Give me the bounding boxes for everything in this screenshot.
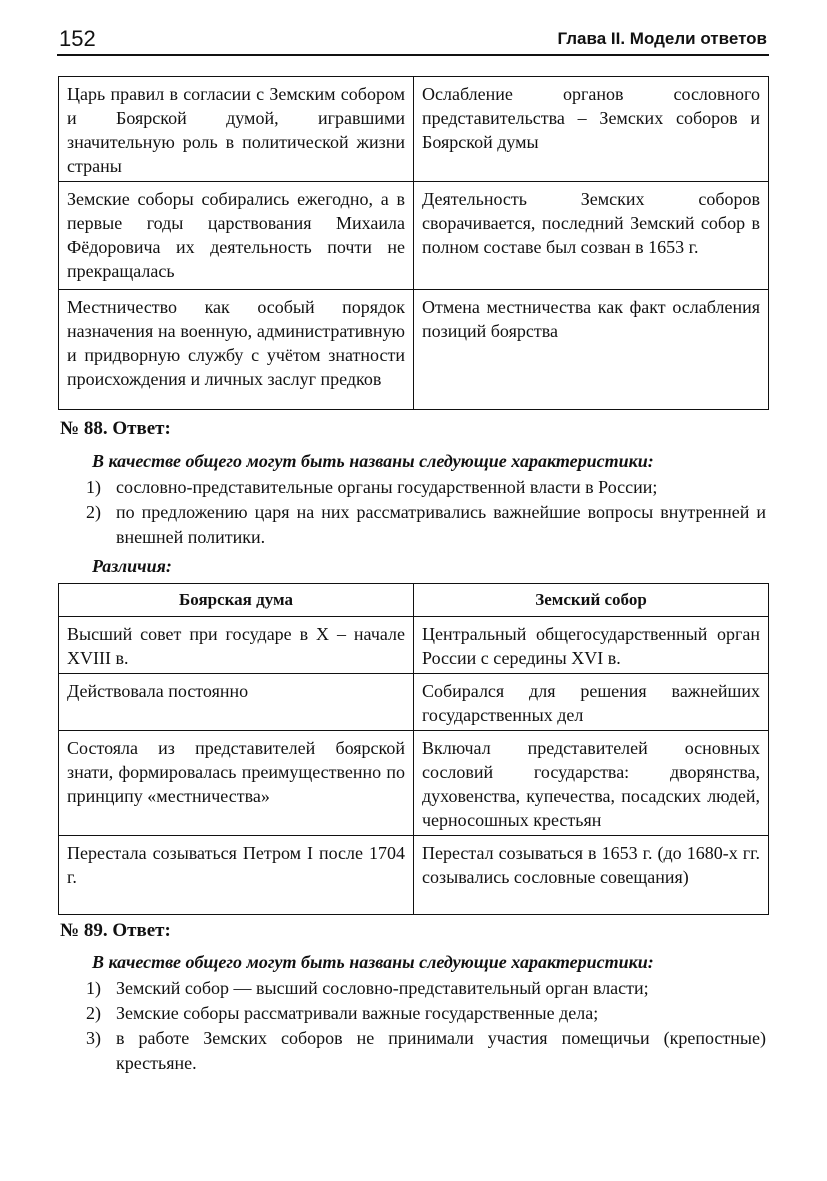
list-number: 1) xyxy=(86,477,101,497)
table-row xyxy=(59,290,769,410)
list-item xyxy=(86,475,766,500)
list-item xyxy=(86,976,766,1001)
table-row xyxy=(59,731,769,836)
table-cell: Перестал созываться в 1653 г. (до 1680-х гг. созывались сословные совещания) xyxy=(414,836,769,915)
table-row xyxy=(59,617,769,674)
table-cell: Состояла из представителей боярской знати, формировалась преимущественно по принципу «местничества» xyxy=(59,731,414,836)
table-cell: Местничество как особый порядок назначения на военную, административную и придворную службу с учётом знатности происхождения и личных заслуг предков xyxy=(59,290,414,410)
list-number: 1) xyxy=(86,978,101,998)
comparison-table-1 xyxy=(58,76,769,410)
comparison-table-2 xyxy=(58,583,769,915)
column-header: Земский собор xyxy=(414,584,769,617)
differences-heading: Различия: xyxy=(92,556,172,576)
table-cell: Отмена местничества как факт ослабления позиций боярства xyxy=(414,290,769,410)
table-cell: Действовала постоянно xyxy=(59,674,414,731)
table-cell: Перестала созываться Петром I после 1704 г. xyxy=(59,836,414,915)
table-row xyxy=(59,182,769,290)
table-cell: Высший совет при государе в X – начале XVIII в. xyxy=(59,617,414,674)
list-number: 3) xyxy=(86,1028,101,1048)
list-item xyxy=(86,1001,766,1026)
table-row xyxy=(59,836,769,915)
table-header-row xyxy=(59,584,769,617)
list-text: в работе Земских соборов не принимали участия помещичьи (крепостные) крестьяне. xyxy=(116,1028,766,1073)
table-cell: Ослабление органов сословного представительства – Земских соборов и Боярской думы xyxy=(414,77,769,182)
list-number: 2) xyxy=(86,502,101,522)
list-text: Земский собор — высший сословно-представительный орган власти; xyxy=(116,978,649,998)
answer-89-common-heading: В качестве общего могут быть названы следующие характеристики: xyxy=(92,952,654,972)
list-item xyxy=(86,500,766,550)
answer-88-list xyxy=(86,475,766,550)
list-text: сословно-представительные органы государственной власти в России; xyxy=(116,477,658,497)
table-row xyxy=(59,77,769,182)
table-cell: Собирался для решения важнейших государственных дел xyxy=(414,674,769,731)
chapter-title: Глава II. Модели ответов xyxy=(557,29,767,48)
list-text: Земские соборы рассматривали важные государственные дела; xyxy=(116,1003,599,1023)
answer-88-common-heading: В качестве общего могут быть названы следующие характеристики: xyxy=(92,451,654,471)
answer-89-title: № 89. Ответ: xyxy=(60,920,171,941)
page-header xyxy=(57,24,769,56)
list-text: по предложению царя на них рассматривались важнейшие вопросы внутренней и внешней политики. xyxy=(116,502,766,547)
table-cell: Царь правил в согласии с Земским собором и Боярской думой, игравшими значительную роль в политической жизни страны xyxy=(59,77,414,182)
table-row xyxy=(59,674,769,731)
column-header: Боярская дума xyxy=(59,584,414,617)
answer-88-title: № 88. Ответ: xyxy=(60,418,171,439)
list-item xyxy=(86,1026,766,1076)
table-cell: Центральный общегосударственный орган России с середины XVI в. xyxy=(414,617,769,674)
table-cell: Земские соборы собирались ежегодно, а в первые годы царствования Михаила Фёдоровича их деятельность почти не прекращалась xyxy=(59,182,414,290)
list-number: 2) xyxy=(86,1003,101,1023)
table-cell: Деятельность Земских соборов сворачивается, последний Земский собор в полном составе был созван в 1653 г. xyxy=(414,182,769,290)
answer-89-list xyxy=(86,976,766,1076)
page-number: 152 xyxy=(59,26,96,51)
table-cell: Включал представителей основных сословий государства: дворянства, духовенства, купечества, посадских людей, черносошных крестьян xyxy=(414,731,769,836)
